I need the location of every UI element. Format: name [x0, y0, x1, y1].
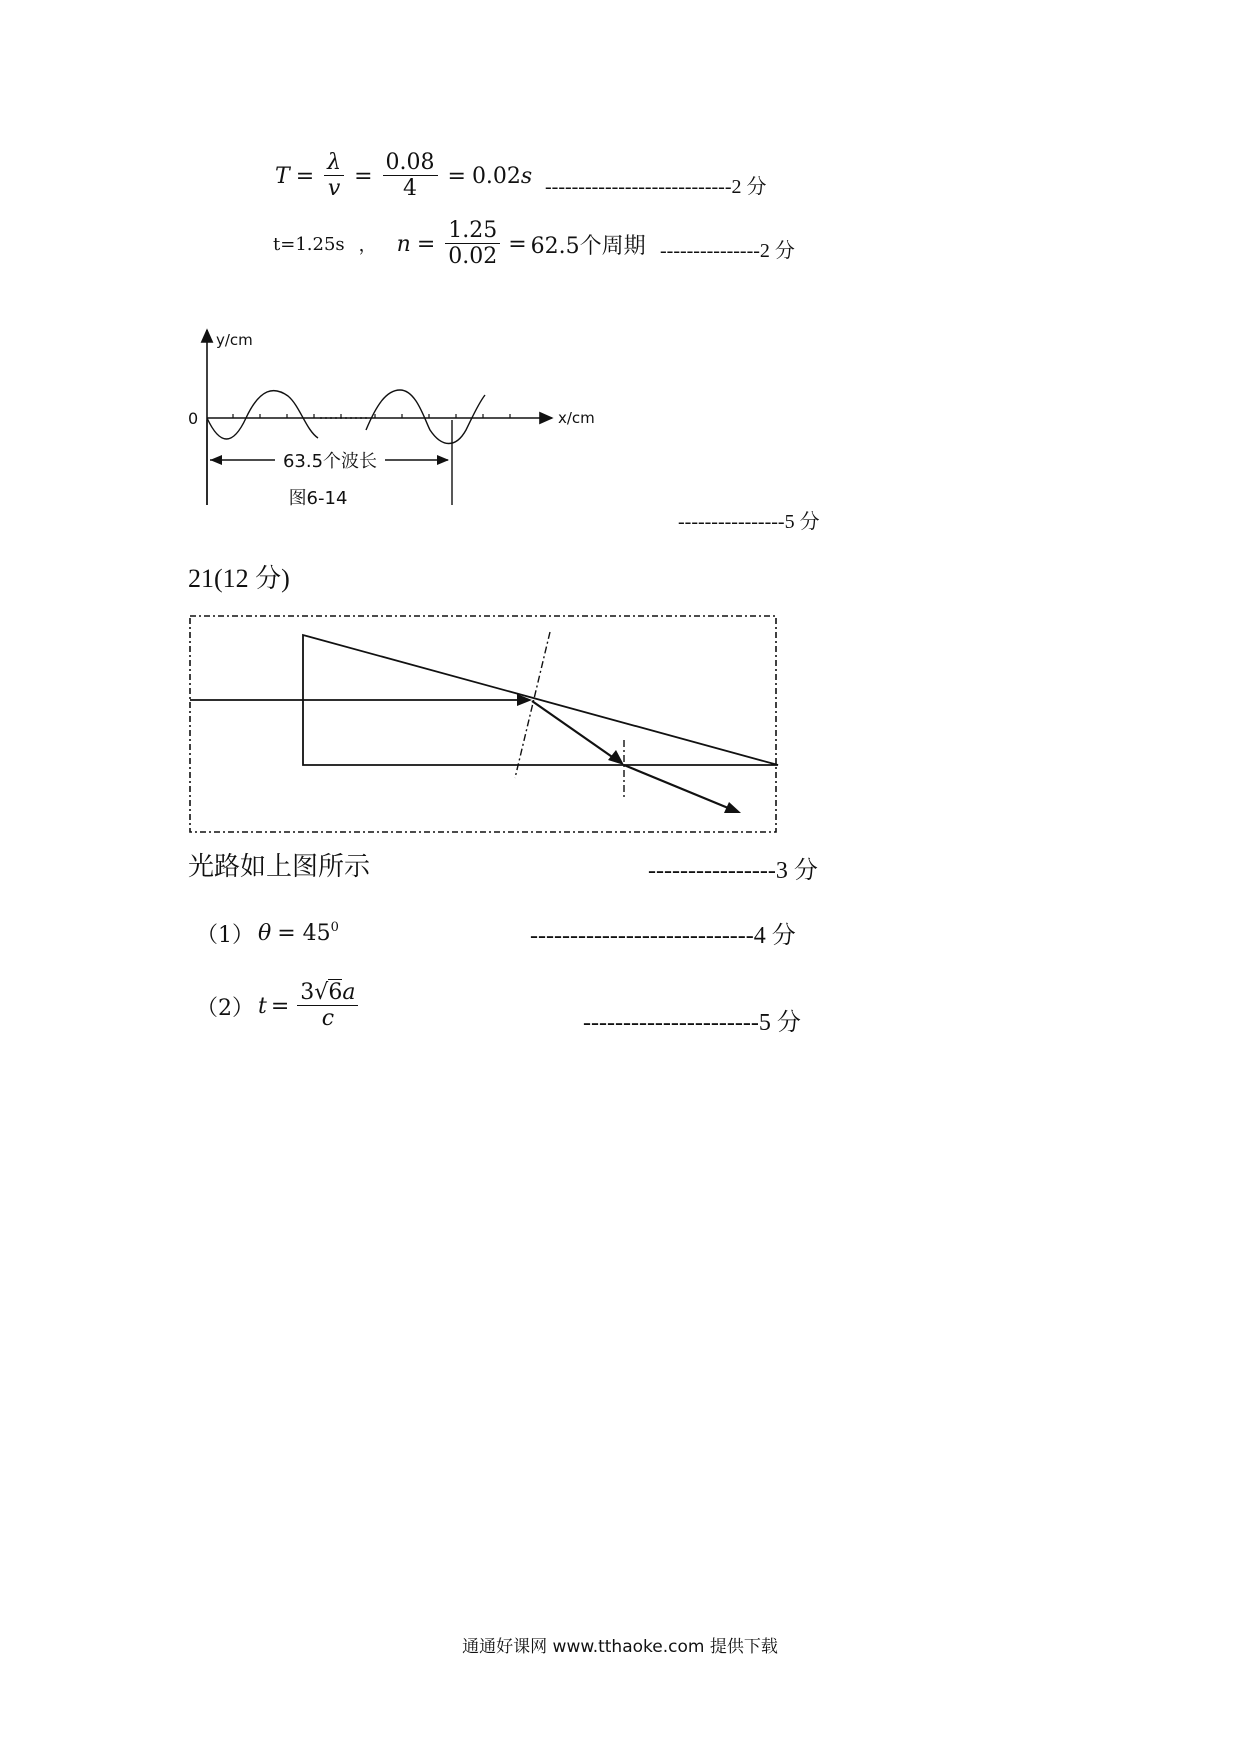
span-label: 63.5个波长	[282, 451, 378, 472]
sqrt-sign: √	[314, 980, 329, 1005]
period-symbol: T	[275, 163, 290, 189]
score-wave: ----------------5 分	[678, 511, 820, 533]
prism-light-path-figure	[188, 610, 788, 836]
y-axis-label: y/cm	[216, 331, 253, 349]
page-footer: 通通好课网 www.tthaoke.com 提供下载	[462, 1637, 778, 1657]
score-light-path: ----------------3 分	[648, 858, 818, 884]
score-answer-1: ----------------------------4 分	[530, 923, 796, 949]
wave-curve-left	[207, 391, 318, 439]
period-equation: T = $\frac{\lambda}{v}$ = $\frac{0.08}{4}$ = 0.02 s	[275, 150, 533, 202]
wavelength-over-speed-fraction: $\frac{\lambda}{v}$	[324, 150, 344, 203]
score-eq2: ---------------2 分	[660, 240, 795, 262]
light-path-text: 光路如上图所示	[188, 852, 371, 882]
wave-curve-right	[366, 390, 485, 444]
numeric-fraction: $\frac{0.08}{4}$	[383, 150, 438, 203]
dashed-frame	[190, 616, 776, 832]
answer-2: （2） t = $\frac{3√6a}{c}$	[196, 980, 362, 1033]
wave-figure	[180, 320, 620, 520]
q21-heading: 21(12 分)	[188, 564, 290, 593]
figure-caption: 图6-14	[288, 488, 348, 509]
period-value: 0.02	[471, 163, 521, 189]
time-symbol: t	[258, 993, 267, 1019]
score-eq1: ----------------------------2 分	[545, 176, 767, 198]
score-answer-2: ----------------------5 分	[583, 1010, 801, 1036]
answer-1: （1） θ = 45 $^0$	[196, 920, 339, 948]
x-axis-label: x/cm	[558, 409, 595, 427]
time-fraction: $\frac{3√6a}{c}$	[297, 980, 358, 1033]
cycles-fraction: $\frac{1.25}{0.02}$	[445, 218, 500, 271]
cycles-value: 62.5个周期	[530, 233, 646, 259]
time-text: t=1.25s	[273, 233, 345, 255]
cycles-equation: t=1.25s ， n = $\frac{1.25}{0.02}$ = 62.5个周期	[273, 218, 646, 270]
theta-symbol: θ	[258, 921, 272, 946]
origin-label: 0	[188, 409, 199, 428]
exit-ray	[624, 765, 733, 810]
normal-line-hypotenuse	[515, 632, 550, 778]
